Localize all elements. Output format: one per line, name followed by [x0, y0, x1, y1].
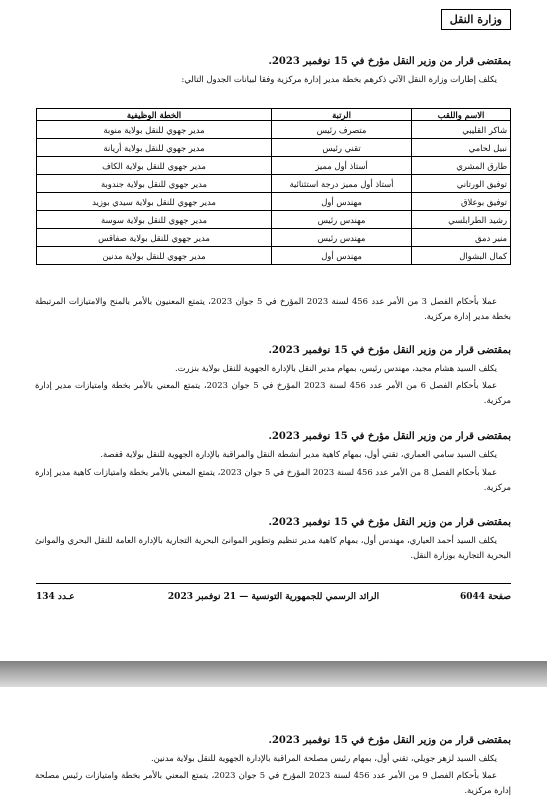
cell-role: مدير جهوي للنقل بولاية صفاقس: [37, 229, 272, 247]
cell-name: توفيق الورتاني: [412, 175, 511, 193]
cell-rank: مهندس رئيس: [272, 229, 412, 247]
table-header-row: [37, 109, 511, 121]
cell-name: شاكر القليبي: [412, 121, 511, 139]
cell-rank: تقني رئيس: [272, 139, 412, 157]
assignments-table: [36, 108, 511, 265]
column-header-role: الخطة الوظيفية: [37, 109, 272, 121]
decree-heading: بمقتضى قرار من وزير النقل مؤرخ في 15 نوفمبر 2023.: [268, 517, 511, 528]
cell-role: مدير جهوي للنقل بولاية سوسة: [37, 211, 272, 229]
gazette-title: الرائد الرسمي للجمهورية التونسية — 21 نوفمبر 2023: [167, 592, 380, 602]
cell-name: رشيد الطرابلسي: [412, 211, 511, 229]
decree-paragraph: عملا بأحكام الفصل 6 من الأمر عدد 456 لسنة 2023 المؤرخ في 5 جوان 2023، يتمتع المعني بالأمر بخطة وامتيازات مدير إدارة مركزية.: [35, 380, 511, 405]
decree-intro: يكلف إطارات وزارة النقل الآتي ذكرهم بخطة مدير إدارة مركزية وفقا لبيانات الجدول التالي:: [181, 74, 497, 84]
decree-heading: بمقتضى قرار من وزير النقل مؤرخ في 15 نوفمبر 2023.: [268, 735, 511, 746]
decree-heading: بمقتضى قرار من وزير النقل مؤرخ في 15 نوفمبر 2023.: [268, 431, 511, 442]
gazette-next-page: [0, 687, 547, 803]
column-header-rank: الرتبة: [272, 109, 412, 121]
decree-paragraph: يكلف السيد سامي العماري، تقني أول، بمهام كاهية مدير أنشطة النقل والمراقبة بالإدارة الجهوية للنقل بولاية قفصة.: [100, 449, 497, 459]
cell-name: توفيق بوعلاق: [412, 193, 511, 211]
decree-heading: بمقتضى قرار من وزير النقل مؤرخ في 15 نوفمبر 2023.: [268, 345, 511, 356]
cell-rank: متصرف رئيس: [272, 121, 412, 139]
decree-paragraph: يكلف السيد أحمد العياري، مهندس أول، بمهام كاهية مدير تنظيم وتطوير الموانئ البحرية التجارية بالإدارة العامة للنقل البحري والموانئ البحرية التجارية بوزارة النقل.: [35, 535, 511, 560]
table-row: [37, 193, 511, 211]
decree-paragraph: عملا بأحكام الفصل 9 من الأمر عدد 456 لسنة 2023 المؤرخ في 5 جوان 2023، يتمتع المعني بالأمر بخطة وامتيازات رئيس مصلحة إدارة مركزية.: [35, 770, 511, 795]
ministry-title-box: وزارة النقل: [441, 9, 511, 30]
cell-rank: أستاذ أول مميز درجة استثنائية: [272, 175, 412, 193]
page-number: صفحة 6044: [459, 592, 511, 602]
table-row: [37, 157, 511, 175]
decree-closing: عملا بأحكام الفصل 3 من الأمر عدد 456 لسنة 2023 المؤرخ في 5 جوان 2023، يتمتع المعنيون بالأمر بالمنح والامتيازات المرتبطة بخطة مدير إدارة مركزية.: [35, 296, 511, 321]
table-row: [37, 139, 511, 157]
issue-number: عـدد 134: [36, 592, 75, 602]
table-row: [37, 229, 511, 247]
table-row: [37, 247, 511, 265]
cell-name: منير دمق: [412, 229, 511, 247]
table-row: [37, 175, 511, 193]
footer-divider: [36, 583, 511, 584]
decree-paragraph: عملا بأحكام الفصل 8 من الأمر عدد 456 لسنة 2023 المؤرخ في 5 جوان 2023، يتمتع المعني بالأمر بخطة وامتيازات كاهية مدير إدارة مركزية.: [35, 467, 511, 492]
decree-paragraph: يكلف السيد هشام مجيد، مهندس رئيس، بمهام مدير النقل بالإدارة الجهوية للنقل بولاية بنزرت.: [175, 363, 497, 373]
cell-name: طارق المشري: [412, 157, 511, 175]
cell-rank: مهندس رئيس: [272, 211, 412, 229]
decree-heading: بمقتضى قرار من وزير النقل مؤرخ في 15 نوفمبر 2023.: [268, 56, 511, 67]
cell-rank: مهندس أول: [272, 247, 412, 265]
page-footer: [36, 592, 511, 608]
cell-rank: أستاذ أول مميز: [272, 157, 412, 175]
table-row: [37, 211, 511, 229]
cell-role: مدير جهوي للنقل بولاية مدنين: [37, 247, 272, 265]
cell-role: مدير جهوي للنقل بولاية سيدي بوزيد: [37, 193, 272, 211]
column-header-name: الاسم واللقب: [412, 109, 511, 121]
page-separator: [0, 661, 547, 687]
cell-name: نبيل لحامي: [412, 139, 511, 157]
decree-paragraph: يكلف السيد لزهر جويلي، تقني أول، بمهام رئيس مصلحة المراقبة بالإدارة الجهوية للنقل بولاية مدنين.: [150, 753, 497, 763]
cell-name: كمال البشوال: [412, 247, 511, 265]
cell-role: مدير جهوي للنقل بولاية منوبة: [37, 121, 272, 139]
cell-role: مدير جهوي للنقل بولاية جندوبة: [37, 175, 272, 193]
cell-rank: مهندس أول: [272, 193, 412, 211]
cell-role: مدير جهوي للنقل بولاية أريانة: [37, 139, 272, 157]
table-row: [37, 121, 511, 139]
cell-role: مدير جهوي للنقل بولاية الكاف: [37, 157, 272, 175]
